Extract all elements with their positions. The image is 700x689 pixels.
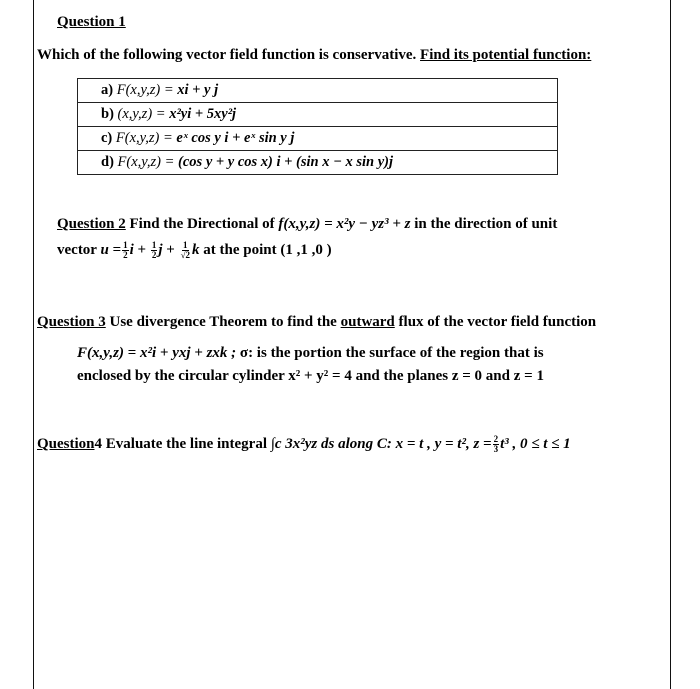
question-2-point: at the point (1 ,1 ,0 ) xyxy=(203,241,332,258)
option-c-row xyxy=(78,127,558,151)
question-2-text-2: in the direction of unit xyxy=(414,216,558,232)
question-3-line-2 xyxy=(77,345,544,362)
option-c-lhs: F(x,y,z) = xyxy=(115,130,173,146)
fraction-2-den: 2 xyxy=(151,250,157,260)
option-b-label: b) xyxy=(101,106,114,122)
option-c-label: c) xyxy=(101,130,113,146)
question-1-prompt-text: Which of the following vector field function is conservative. xyxy=(37,47,417,63)
question-3-field: F(x,y,z) = x²i + yxj + zxk ; xyxy=(77,345,237,361)
fraction-1-num: 1 xyxy=(123,240,128,250)
option-d-cell xyxy=(78,151,558,175)
question-3-title: Question 3 xyxy=(37,314,106,330)
option-d-lhs: F(x,y,z) = xyxy=(117,154,175,170)
question-2-function: f(x,y,z) = x²y − yz³ + z xyxy=(278,216,411,232)
question-4-along: along C: x = t , y = t², z = xyxy=(338,435,492,452)
fraction-2-num: 1 xyxy=(151,240,157,250)
question-4-number: 4 xyxy=(94,435,103,452)
question-3-outward: outward xyxy=(340,314,395,330)
question-3-line-3: enclosed by the circular cylinder x² + y² = 4 and the planes z = 0 and z = 1 xyxy=(77,368,544,384)
option-a-row xyxy=(78,79,558,103)
option-a-cell xyxy=(78,79,558,103)
fraction-3 xyxy=(180,241,191,260)
option-a-lhs: F(x,y,z) = xyxy=(116,82,174,98)
question-4-title: Question xyxy=(37,435,95,452)
question-2-line-1 xyxy=(57,216,557,233)
option-c-rhs: eˣ cos y i + eˣ sin y j xyxy=(176,130,295,146)
question-3-text-2: flux of the vector field function xyxy=(398,314,597,330)
question-2-title: Question 2 xyxy=(57,216,126,232)
question-4-fraction xyxy=(493,435,500,454)
question-1-title: Question 1 xyxy=(57,14,126,30)
question-1-prompt-underlined: Find its potential function: xyxy=(420,47,592,63)
question-4-integral: ∫c 3x²yz ds xyxy=(270,435,335,452)
question-4-tail: t³ , 0 ≤ t ≤ 1 xyxy=(500,435,571,452)
question-2-text-1: Find the Directional of xyxy=(129,216,275,232)
question-4-text: Evaluate the line integral xyxy=(105,435,268,452)
question-3-line-1 xyxy=(37,314,596,331)
question-1-options-table xyxy=(77,78,558,175)
question-2-line-2: vector u = $\frac{1}{2}$ i + $\frac{1}{2}$ j + $\frac{1}{√2}$ k at the point (1 ,1 ,0 ) xyxy=(57,240,332,260)
option-b-rhs: x²yi + 5xy²j xyxy=(169,106,237,122)
fraction-2 xyxy=(151,241,158,260)
question-4-line xyxy=(37,435,571,454)
right-border xyxy=(670,0,671,689)
fraction-1 xyxy=(122,241,129,260)
question-2-vector-u: u = xyxy=(100,241,122,258)
option-d-row xyxy=(78,151,558,175)
question-3-sigma: σ: is the portion the surface of the region that is xyxy=(239,345,544,361)
question-1-prompt xyxy=(37,47,591,64)
option-a-label: a) xyxy=(101,82,114,98)
question-3-text-1: Use divergence Theorem to find the xyxy=(109,314,337,330)
question-4-fraction-num: 2 xyxy=(493,434,499,444)
left-border xyxy=(33,0,34,689)
question-2-vector-label: vector xyxy=(57,241,97,258)
option-b-lhs: (x,y,z) = xyxy=(117,106,166,122)
option-c-cell xyxy=(78,127,558,151)
option-b-cell xyxy=(78,103,558,127)
fraction-1-den: 2 xyxy=(123,250,128,260)
option-d-rhs: (cos y + y cos x) i + (sin x − x sin y)j xyxy=(178,154,394,170)
option-a-rhs: xi + y j xyxy=(177,82,219,98)
fraction-3-num: 1 xyxy=(183,240,188,250)
fraction-3-den: √2 xyxy=(180,250,191,260)
question-4-fraction-den: 3 xyxy=(493,444,499,454)
option-d-label: d) xyxy=(101,154,114,170)
option-b-row xyxy=(78,103,558,127)
